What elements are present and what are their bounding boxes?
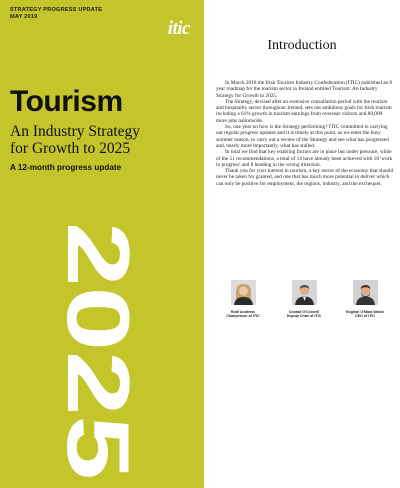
man-portrait-icon <box>292 280 317 305</box>
intro-paragraph: Thank you for your interest in tourism, a key sector of the economy that should never be taken for granted, and one that has much more potential to deliver which can only be positive for employment, the regions, industry, and the exchequer. <box>216 168 394 187</box>
cover-note: A 12-month progress update <box>10 163 122 172</box>
big-year-graphic <box>0 222 148 484</box>
cover-subtitle-line1: An Industry Strategy <box>10 123 141 140</box>
person-card <box>336 280 394 319</box>
itic-logo: itic <box>167 18 190 39</box>
person-role: CEO of ITIC <box>355 314 375 319</box>
person-name: Eoghan O'Mara Walsh <box>346 310 384 314</box>
person-card <box>214 280 272 319</box>
report-label-line1: STRATEGY PROGRESS UPDATE <box>10 7 103 13</box>
signatories <box>214 280 394 319</box>
person-role: Deputy Chair of ITIC <box>286 314 322 319</box>
cover-subtitle-line2: for Growth to 2025 <box>10 140 131 157</box>
intro-paragraph: In March 2018 the Irish Tourism Industry Confederation (ITIC) published an 8 year roadmap for the tourism sector in Ireland entitled Tourism: An Industry Strategy for Growth to 2025. <box>216 80 393 99</box>
big-year-text: 2025 <box>49 222 148 418</box>
cover-title: Tourism <box>10 85 123 118</box>
introduction-section <box>204 0 400 488</box>
report-date: MAY 2019 <box>10 14 38 20</box>
intro-paragraph: The Strategy, devised after an extensive consultation period with the tourism and hospitality sector throughout Ireland, sets out ambitious goals for Irish tourism including a 61% growth in tourism earnings from overseas visitors and 80,000 more jobs nationwide. <box>216 98 392 124</box>
person-name: Ruth Andrews <box>230 310 256 314</box>
man-portrait-icon <box>353 280 378 305</box>
intro-paragraph: In total we find that key enabling factors are in place but under pressure, while of the 51 recommendations, a total of 14 have already been achieved with 18 'work in progress' and 8 heading in the wrong direction. <box>216 149 393 168</box>
woman-portrait-icon <box>231 280 256 305</box>
introduction-heading: Introduction <box>267 38 337 53</box>
person-name: Conrad O'Connell <box>288 310 320 314</box>
cover-subtitle <box>10 123 200 157</box>
person-role: Chairperson of ITIC <box>226 314 260 319</box>
introduction-body <box>216 80 394 187</box>
person-card <box>275 280 333 319</box>
intro-paragraph: So, one year on how is the Strategy performing? ITIC committed to carrying out regular progress updates and it is timely at this point, as we enter the busy summer season, to carry out a review of the Strategy and see what has progressed and, nearly more importantly, what has stalled. <box>216 124 389 149</box>
big-year-svg <box>0 222 148 484</box>
report-label <box>10 7 102 21</box>
